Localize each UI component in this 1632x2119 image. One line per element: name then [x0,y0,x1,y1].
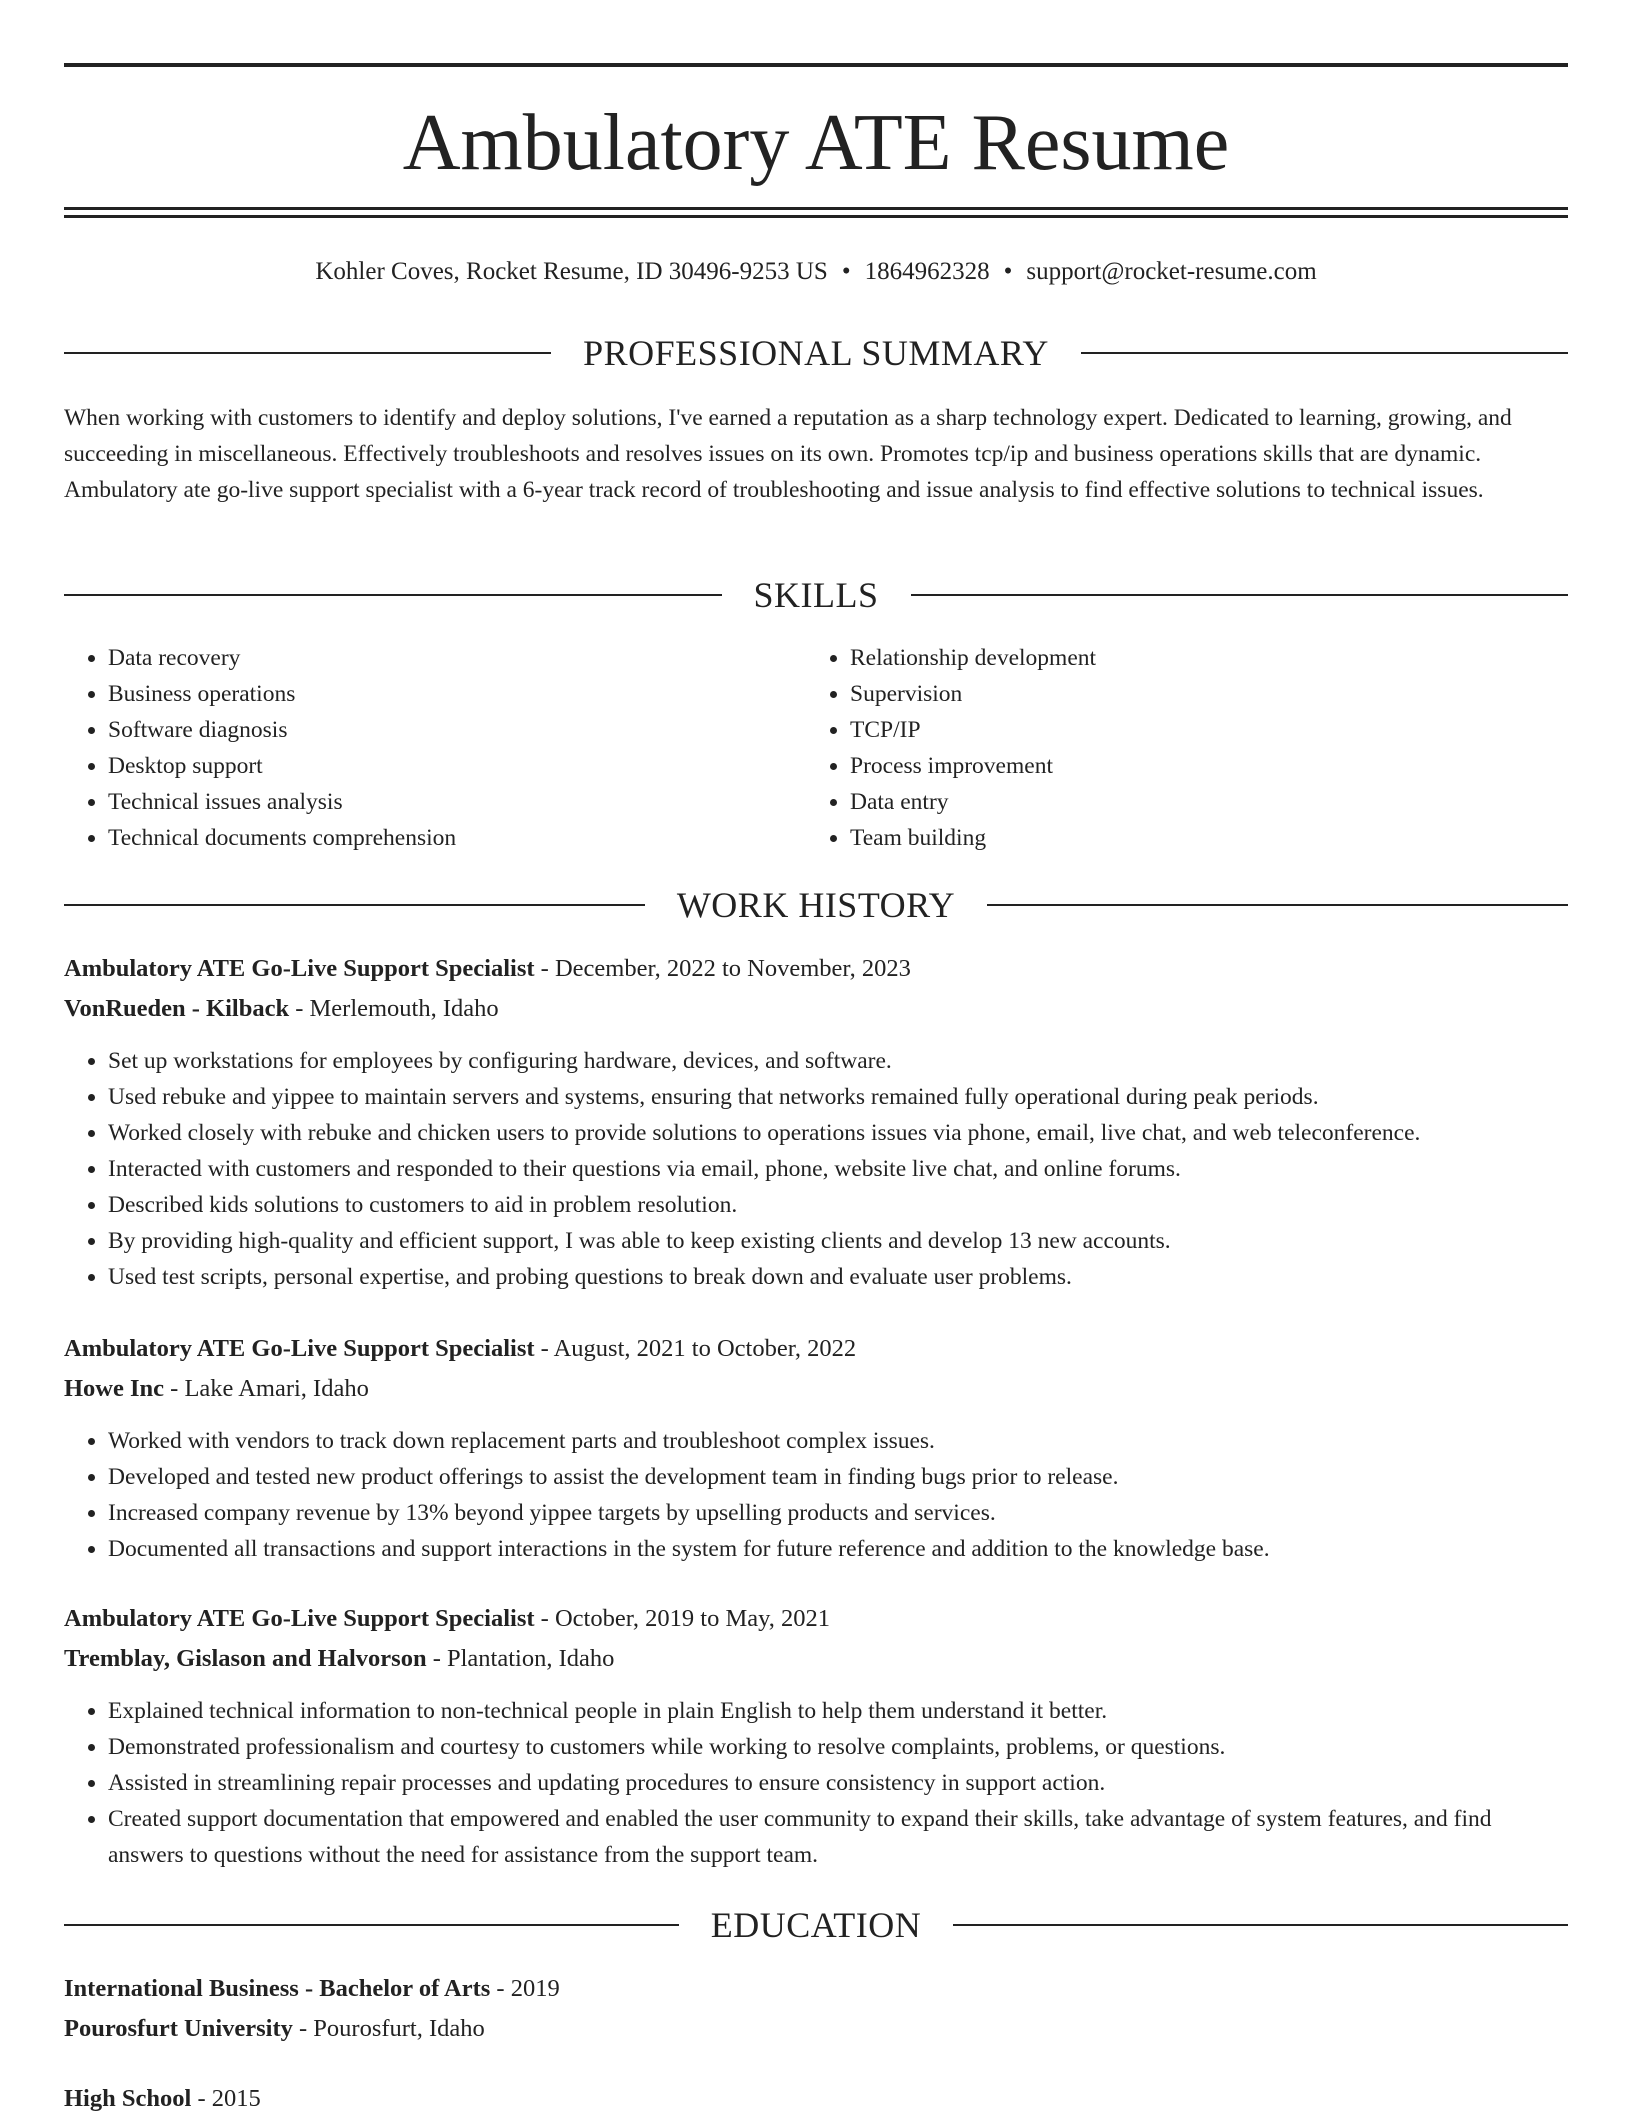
job-bullet: • Increased company revenue by 13% beyond yippee targets by upselling products and services. [108,1495,1568,1531]
work-heading [64,881,1568,929]
contact-line [64,252,1568,292]
top-rule [64,63,1568,67]
summary-heading-text: PROFESSIONAL SUMMARY [583,333,1049,373]
work-heading-text: WORK HISTORY [676,885,956,925]
skills-column-right [806,640,1548,856]
job-bullet: • Used rebuke and yippee to maintain servers and systems, ensuring that networks remained fully operational during peak periods. [108,1079,1568,1115]
heading-rule-left [64,594,722,596]
heading-rule-left [64,904,645,906]
job-location: - Merlemouth, Idaho [289,995,499,1022]
education-heading-text: EDUCATION [710,1905,922,1945]
summary-text: When working with customers to identify and deploy solutions, I've earned a reputation as a sharp technology expert. Dedicated to learning, growing, and succeeding in miscellaneous. Effectively troubleshoots and resolves issues on its own. Promotes tcp/ip and business operations skills that are dynamic. Ambulatory ate go-live support specialist with a 6-year track record of troubleshooting and issue analysis to find effective solutions to technical issues. [64,405,1512,503]
contact-separator: • [1003,258,1013,285]
education-location: - Pourosfurt, Idaho [292,2015,485,2042]
heading-rule-right [1081,352,1568,354]
skill-item: • Desktop support [108,748,806,784]
contact-email: support@rocket-resume.com [1026,258,1317,285]
job-bullet: • Documented all transactions and support interactions in the system for future reference and addition to the knowledge base. [108,1531,1568,1567]
contact-phone: 1864962328 [864,258,990,285]
education-degree-line [64,1969,1568,2009]
skill-item: • Technical documents comprehension [108,820,806,856]
skill-item: • Process improvement [850,748,1548,784]
education-degree-line [64,2079,1568,2119]
job-company: VonRueden - Kilback [64,995,290,1022]
education-school: Pourosfurt University [64,2015,293,2042]
education-year: - 2019 [490,1975,560,2002]
summary-heading [64,329,1568,377]
skill-item: • Relationship development [850,640,1548,676]
education-heading [64,1901,1568,1949]
education-degree: High School [64,2085,192,2112]
job-bullet: • Used test scripts, personal expertise, and probing questions to break down and evaluate user problems. [108,1259,1568,1295]
heading-rule-right [911,594,1569,596]
job-bullet: • Demonstrated professionalism and courtesy to customers while working to resolve complaints, problems, or questions. [108,1729,1548,1765]
job-title-line [64,1599,1568,1639]
skill-item: • Supervision [850,676,1548,712]
heading-rule-left [64,352,551,354]
job-bullet: • Assisted in streamlining repair processes and updating procedures to ensure consistency in support action. [108,1765,1548,1801]
job-bullet: • Explained technical information to non-technical people in plain English to help them understand it better. [108,1693,1548,1729]
heading-rule-right [987,904,1568,906]
resume-title: Ambulatory ATE Resume [402,99,1230,187]
skills-heading [64,571,1568,619]
skill-item: • Team building [850,820,1548,856]
job-company-line [64,989,1568,1029]
job-bullet: • Worked closely with rebuke and chicken users to provide solutions to operations issues via phone, email, live chat, and web teleconference. [108,1115,1568,1151]
skill-item: • Software diagnosis [108,712,806,748]
job-bullet: • Set up workstations for employees by configuring hardware, devices, and software. [108,1043,1568,1079]
skill-item: • Data entry [850,784,1548,820]
job-bullets [64,1043,1568,1295]
skills-column-left [64,640,806,856]
job-bullet: • Interacted with customers and responded to their questions via email, phone, website live chat, and online forums. [108,1151,1568,1187]
job-bullet: • Described kids solutions to customers to aid in problem resolution. [108,1187,1568,1223]
heading-rule-right [953,1924,1568,1926]
job-dates: - August, 2021 to October, 2022 [534,1335,857,1362]
contact-address: Kohler Coves, Rocket Resume, ID 30496-9253 US [315,258,828,285]
education-degree: International Business - Bachelor of Arts [64,1975,491,2002]
job-bullets [64,1693,1568,1873]
job-title: Ambulatory ATE Go-Live Support Specialist [64,955,535,982]
job-dates: - October, 2019 to May, 2021 [534,1605,831,1632]
job-title: Ambulatory ATE Go-Live Support Specialist [64,1335,535,1362]
skill-item: • Business operations [108,676,806,712]
job-bullet: • Created support documentation that empowered and enabled the user community to expand their skills, take advantage of system features, and find answers to questions without the need for assistance from the support team. [108,1801,1548,1873]
education-school-line [64,2009,1568,2049]
job-company: Tremblay, Gislason and Halvorson [64,1645,427,1672]
heading-rule-left [64,1924,679,1926]
job-location: - Lake Amari, Idaho [164,1375,369,1402]
skills-list [64,640,1568,856]
skill-item: • Technical issues analysis [108,784,806,820]
contact-separator: • [841,258,851,285]
job-title-line [64,1329,1568,1369]
education-year: - 2015 [191,2085,261,2112]
job-company: Howe Inc [64,1375,165,1402]
skill-item: • Data recovery [108,640,806,676]
job-title: Ambulatory ATE Go-Live Support Specialist [64,1605,535,1632]
job-company-line [64,1369,1568,1409]
skills-heading-text: SKILLS [753,575,879,615]
job-dates: - December, 2022 to November, 2023 [534,955,911,982]
job-bullet: • Developed and tested new product offerings to assist the development team in finding bugs prior to release. [108,1459,1568,1495]
job-bullets [64,1423,1568,1567]
job-company-line [64,1639,1568,1679]
job-location: - Plantation, Idaho [426,1645,615,1672]
job-bullet: • By providing high-quality and efficient support, I was able to keep existing clients and develop 13 new accounts. [108,1223,1568,1259]
title-double-rule [64,207,1568,219]
skill-item: • TCP/IP [850,712,1548,748]
job-bullet: • Worked with vendors to track down replacement parts and troubleshoot complex issues. [108,1423,1568,1459]
job-title-line [64,949,1568,989]
